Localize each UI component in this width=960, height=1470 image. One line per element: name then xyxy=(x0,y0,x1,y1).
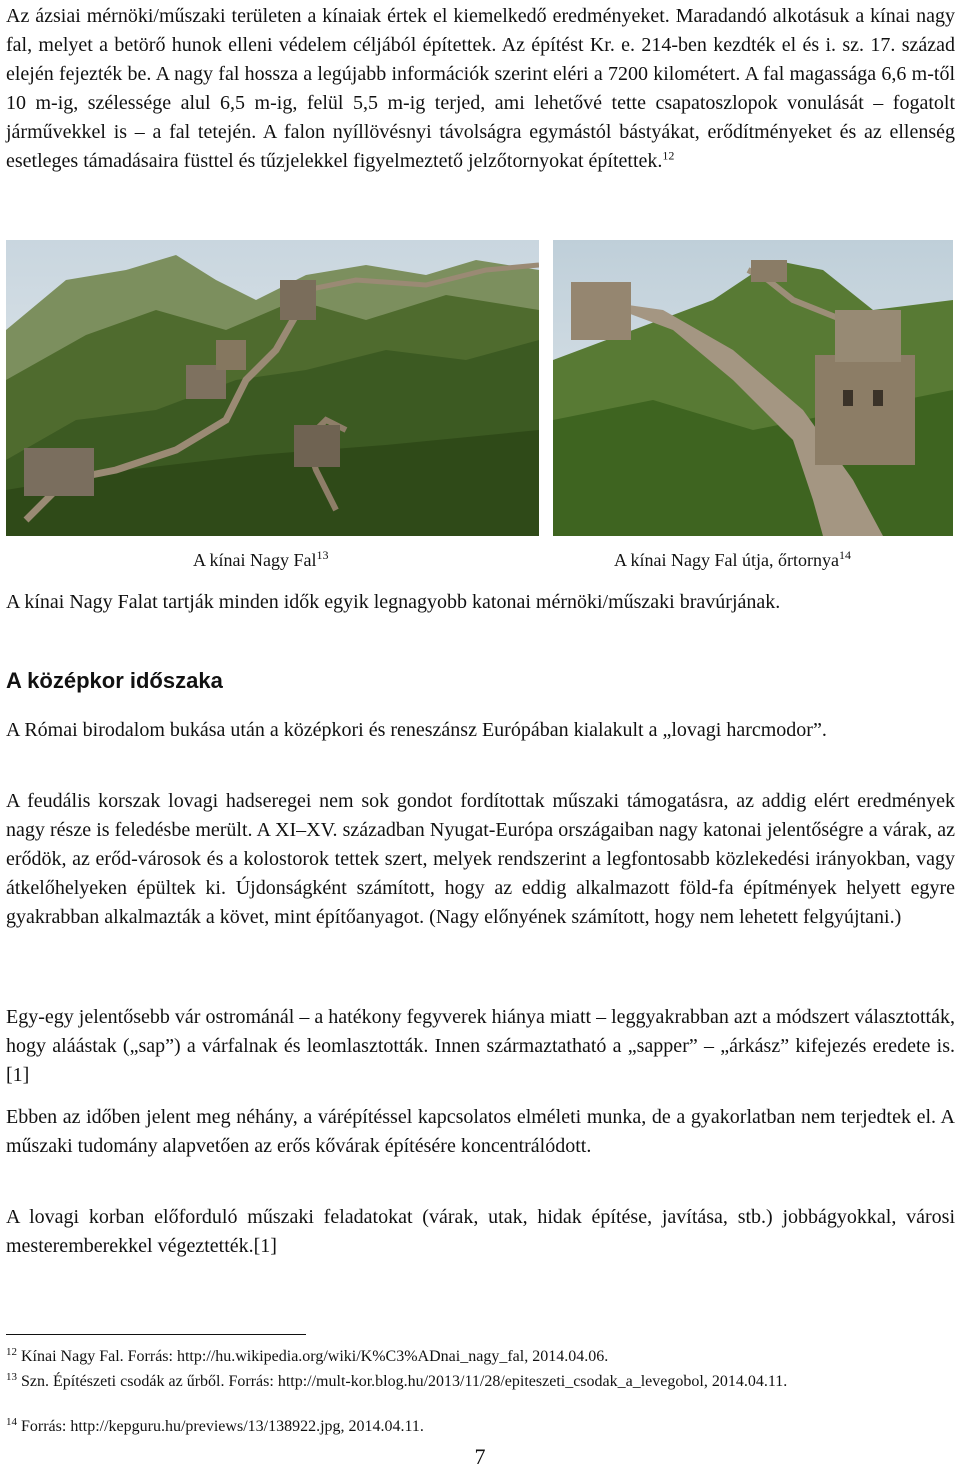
page-number: 7 xyxy=(474,1444,486,1469)
section-paragraph-1: A Római birodalom bukása után a középkori és reneszánsz Európában kialakult a „lovagi harcmodor”. xyxy=(6,719,827,741)
footnote-13: $^{13}$ Szn. Építészeti csodák az űrből. Forrás: http://mult-kor.blog.hu/2013/11/28/epiteszeti_csodak_a_levegobol, 2014.04.11. xyxy=(6,1370,788,1390)
figure-caption-1: A kínai Nagy Fal$^{13}$ xyxy=(193,548,329,570)
section-heading: A középkor időszaka xyxy=(6,668,223,693)
section-paragraph-2: A feudális korszak lovagi hadseregei nem sok gondot fordítottak műszaki támogatásra, az addig elért eredmények nagy része is feledésbe merült. A XI–XV. században Nyugat-Európa országaiban nagy katonai jelentőségre a várak, az erődök, az erőd-városok és a kolostorok tettek szert, melyek rendszerint a legfontosabb közlekedési irányokban, vagy átkelőhelyeken épültek ki. Újdonságként számított, hogy az eddig alkalmazott föld-fa építmények helyett egyre gyakrabban alkalmazták a követ, mint építőanyagot. (Nagy előnyének számított, hogy nem lehetett felgyújtani.) xyxy=(6,790,955,928)
figure-caption-2: A kínai Nagy Fal útja, őrtornya$^{14}$ xyxy=(614,548,851,570)
intro-paragraph: Az ázsiai mérnöki/műszaki területen a kínaiak értek el kiemelkedő eredményeket. Maradandó alkotásuk a kínai nagy fal, melyet a betörő hunok elleni védelem céljából építettek. Az építést Kr. e. 214-ben kezdték el és i. sz. 17. század elején fejezték be. A nagy fal hossza a legújabb információk szerint eléri a 7200 kilométert. A fal magassága 6,6 m-től 10 m-ig, szélessége alul 6,5 m-ig, felül 5,5 m-ig terjed, ami lehetővé tette csapatoszlopok vonulását – fogatolt járművekkel is – a fal tetején. A falon nyíllövésnyi távolságra egymástól bástyákat, erődítményeket és az ellenség esetleges támadásaira füsttel és tűzjelekkel figyelmeztető jelzőtornyokat építettek.$^{12}$ xyxy=(6,5,955,172)
footnote-12: $^{12}$ Kínai Nagy Fal. Forrás: http://hu.wikipedia.org/wiki/K%C3%ADnai_nagy_fal, 2014.04.06. xyxy=(6,1345,609,1365)
section-paragraph-5: A lovagi korban előforduló műszaki feladatokat (várak, utak, hidak építése, javítása, stb.) jobbágyokkal, városi mesteremberekkel végeztették.[1] xyxy=(6,1206,955,1257)
great-wall-photo xyxy=(6,240,539,536)
footnote-divider xyxy=(6,1334,306,1335)
footnote-ref-13[interactable]: 13 xyxy=(316,548,329,562)
great-wall-tower-photo xyxy=(553,240,953,536)
section-paragraph-4: Ebben az időben jelent meg néhány, a várépítéssel kapcsolatos elméleti munka, de a gyakorlatban nem terjedtek el. A műszaki tudomány alapvetően az erős kővárak építésére koncentrálódott. xyxy=(6,1106,955,1157)
section-paragraph-3: Egy-egy jelentősebb vár ostrománál – a hatékony fegyverek hiánya miatt – leggyakrabban azt a módszert választották, hogy aláástak („sap”) a várfalnak és leomlasztották. Innen származtatható a „sapper” – „árkász” kifejezés eredete is.[1] xyxy=(6,1006,955,1086)
after-figures-paragraph: A kínai Nagy Falat tartják minden idők egyik legnagyobb katonai mérnöki/műszaki bravúrjának. xyxy=(6,591,781,613)
footnote-ref-14[interactable]: 14 xyxy=(838,548,851,562)
footnote-14: $^{14}$ Forrás: http://kepguru.hu/previews/13/138922.jpg, 2014.04.11. xyxy=(6,1415,424,1435)
footnote-ref-12[interactable]: 12 xyxy=(662,148,675,163)
